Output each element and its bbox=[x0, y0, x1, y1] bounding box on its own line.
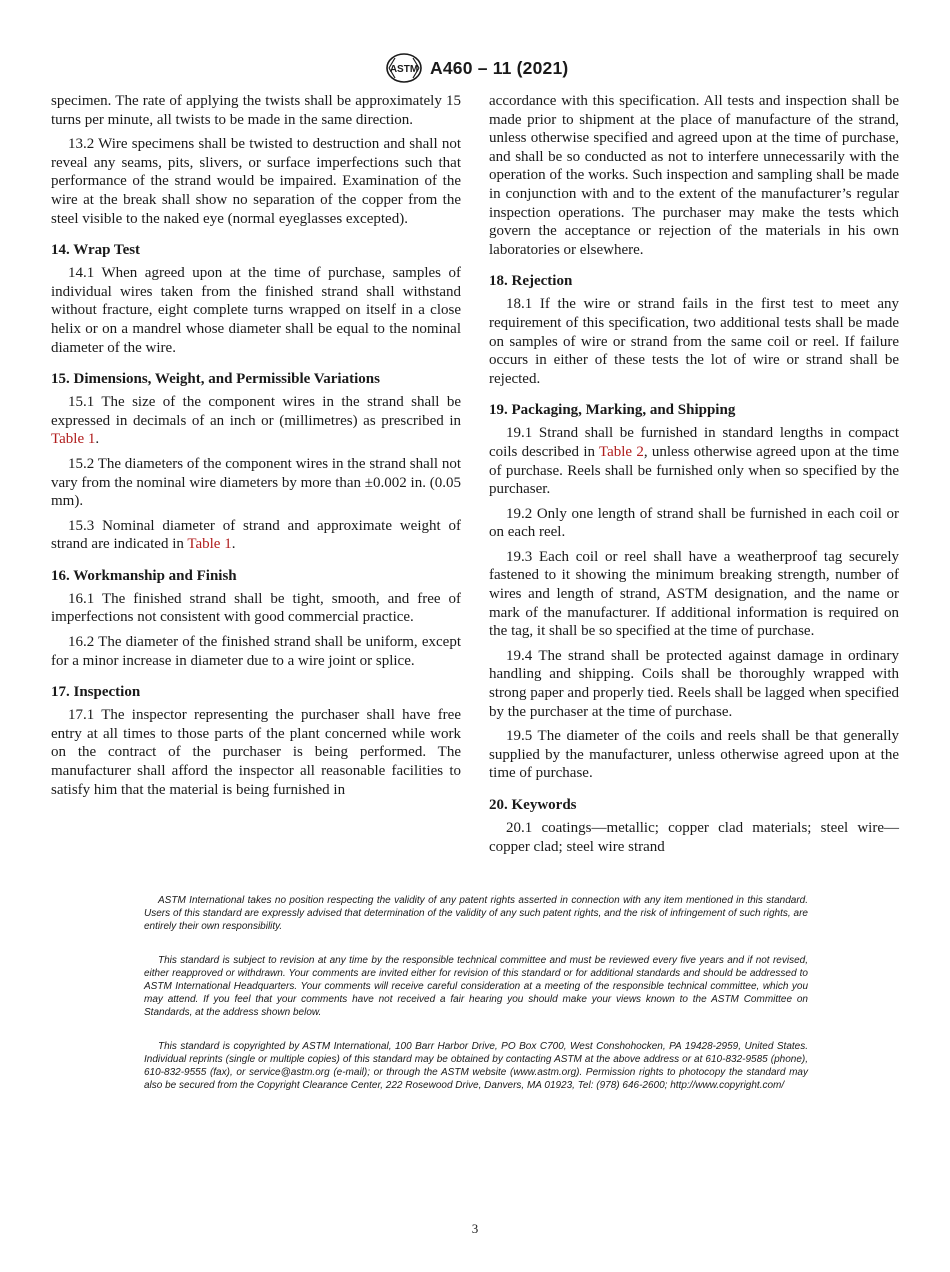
section-15-1 bbox=[51, 393, 461, 449]
section-18-1: 18.1 If the wire or strand fails in the first test to meet any requirement of this specification, two additional tests shall be made on samples of wire or strand from the same coil or reel. If failure occurs in either of these tests the lot of wire or strand shall be rejected. bbox=[489, 296, 899, 387]
section-19-3: 19.3 Each coil or reel shall have a weatherproof tag securely fastened to it showing the minimum breaking strength, number of wires and length of strand, ASTM designation, and the name or mark of the manufacturer. If additional information is required on the tag, it shall be so specified at the time of purchase. bbox=[489, 548, 899, 640]
section-17-1-continuation: accordance with this specification. All tests and inspection shall be made prior to shipment at the place of manufacture of the strand, unless otherwise specified and agreed upon at the time of purchase, and shall be so conducted as not to interfere unnecessarily with the operation of the works. Such inspection and sampling shall be made in conjunction with and to the extent of the manufacturer’s regular inspection operations. The purchaser may make the tests which govern the acceptance or rejection of the materials in his own laboratories or elsewhere. bbox=[489, 93, 899, 258]
heading-15-dimensions: 15. Dimensions, Weight, and Permissible Variations bbox=[51, 371, 380, 388]
section-13-1-continuation: specimen. The rate of applying the twists shall be approximately 15 turns per minute, all twists to be made in the same direction. bbox=[51, 93, 461, 128]
heading-18-rejection: 18. Rejection bbox=[489, 273, 573, 290]
heading-14-wrap-test: 14. Wrap Test bbox=[51, 242, 141, 259]
page-number: 3 bbox=[471, 1221, 479, 1236]
table-2-link[interactable]: Table 2 bbox=[598, 443, 644, 460]
table-1-link[interactable]: Table 1 bbox=[51, 431, 96, 448]
section-15-1-text: 15.1 The size of the component wires in the strand shall be expressed in decimals of an inch or (millimetres) as prescribed in bbox=[51, 394, 461, 429]
patent-notice: ASTM International takes no position respecting the validity of any patent rights asserted in connection with any item mentioned in this standard. Users of this standard are expressly advised that determination of the validity of any such patent rights, and the risk of infringement of such rights, are entirely their own responsibility. bbox=[144, 895, 808, 933]
section-15-3-text: 15.3 Nominal diameter of strand and approximate weight of strand are indicated in bbox=[51, 517, 461, 553]
section-19-1-text: 19.1 Strand shall be furnished in standard lengths in compact coils described in bbox=[489, 425, 899, 460]
section-16-1: 16.1 The finished strand shall be tight, smooth, and free of imperfections not consistent with good commercial practice. bbox=[51, 590, 461, 626]
section-15-1-period: . bbox=[95, 431, 100, 448]
section-19-5: 19.5 The diameter of the coils and reels shall be that generally supplied by the manufacturer, unless otherwise agreed upon at the time of purchase. bbox=[489, 728, 899, 782]
section-15-2: 15.2 The diameters of the component wires in the strand shall not vary from the nominal wire diameters by more than ±0.002 in. (0.05 mm). bbox=[51, 455, 461, 510]
heading-20-keywords: 20. Keywords bbox=[489, 797, 577, 813]
revision-notice: This standard is subject to revision at any time by the responsible technical committee and must be reviewed every five years and if not revised, either reapproved or withdrawn. Your comments are invited either for revision of this standard or for additional standards and should be addressed to ASTM International Headquarters. Your comments will receive careful consideration at a meeting of the responsible technical committee, which you may attend. If you feel that your comments have not received a fair hearing you should make your views known to the ASTM Committee on Standards, at the address shown below. bbox=[144, 954, 808, 1019]
astm-logo-icon bbox=[385, 52, 423, 84]
left-column bbox=[51, 92, 461, 805]
section-17-1: 17.1 The inspector representing the purchaser shall have free entry at all times to those parts of the plant concerned while work on the contract of the purchaser is being performed. The manufacturer shall afford the inspector all reasonable facilities to satisfy him that the material is being furnished in bbox=[51, 707, 461, 798]
section-19-2: 19.2 Only one length of strand shall be furnished in each coil or on each reel. bbox=[489, 505, 899, 541]
section-15-3-period: . bbox=[231, 536, 236, 553]
copyright-notice: This standard is copyrighted by ASTM International, 100 Barr Harbor Drive, PO Box C700, West Conshohocken, PA 19428-2959, United States. Individual reprints (single or multiple copies) of this standard may be obtained by contacting ASTM at the above address or at 610-832-9585 (phone), 610-832-9555 (fax), or service@astm.org (e-mail); or through the ASTM website (www.astm.org). Permission rights to photocopy the standard may also be secured from the Copyright Clearance Center, 222 Rosewood Drive, Danvers, MA 01923, Tel: (978) 646-2600; http://www.copyright.com/ bbox=[144, 1040, 808, 1092]
legal-footer bbox=[144, 894, 808, 1112]
section-14-1: 14.1 When agreed upon at the time of purchase, samples of individual wires taken from the finished strand shall withstand without fracture, eight complete turns wrapped on itself in a close helix or on a mandrel whose diameter shall be equal to the nominal diameter of the wire. bbox=[51, 265, 461, 356]
heading-17-inspection: 17. Inspection bbox=[51, 684, 141, 701]
logo-text: ASTM bbox=[389, 64, 419, 75]
section-13-2: 13.2 Wire specimens shall be twisted to destruction and shall not reveal any seams, pits, slivers, or surface imperfections such that performance of the strand would be impaired. Examination of the wire at the break shall show no separation of the copper from the steel visible to the naked eye (normal eyeglasses excepted). bbox=[51, 136, 461, 227]
page-header bbox=[0, 52, 950, 86]
section-15-3 bbox=[51, 517, 461, 554]
standard-designation: A460 – 11 (2021) bbox=[430, 58, 569, 78]
heading-16-workmanship: 16. Workmanship and Finish bbox=[51, 567, 237, 584]
section-19-1-text-end: , unless otherwise agreed upon at the time of purchase. Reels shall be furnished only when so specified by the purchaser. bbox=[489, 443, 899, 498]
section-16-2: 16.2 The diameter of the finished strand shall be uniform, except for a minor increase in diameter due to a wire joint or splice. bbox=[51, 634, 461, 669]
section-19-4: 19.4 The strand shall be protected against damage in ordinary handling and shipping. Coils shall be thoroughly wrapped with strong paper and properly tied. Reels shall be lagged when specified by the purchaser at the time of purchase. bbox=[489, 647, 899, 720]
section-20-1: 20.1 coatings—metallic; copper clad materials; steel wire—copper clad; steel wire strand bbox=[489, 820, 899, 855]
right-column bbox=[489, 92, 899, 862]
section-19-1 bbox=[489, 424, 899, 498]
heading-19-packaging: 19. Packaging, Marking, and Shipping bbox=[489, 402, 736, 419]
table-1-link[interactable]: Table 1 bbox=[187, 536, 232, 553]
